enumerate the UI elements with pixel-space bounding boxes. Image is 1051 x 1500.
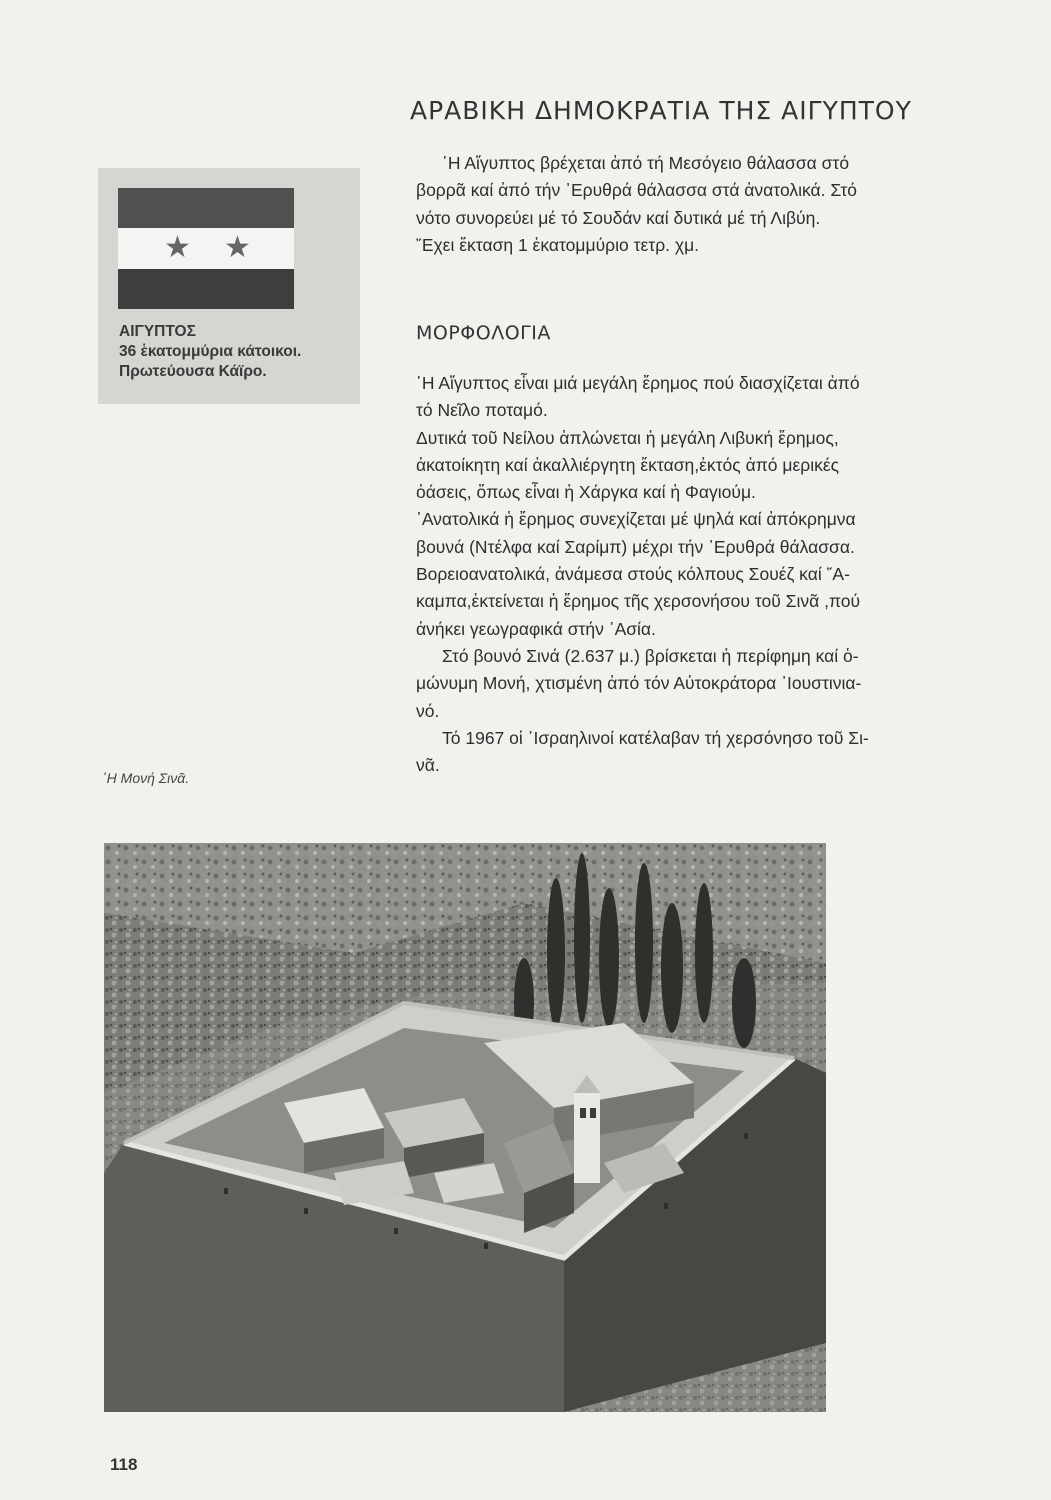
flag-caption [119, 322, 359, 382]
text-line: νό. [416, 700, 440, 721]
text-line: Δυτικά τοῦ Νείλου ἁπλώνεται ἡ μεγάλη Λιβυκή ἔρημος, [416, 427, 839, 448]
flag-info-box [98, 168, 360, 404]
intro-paragraph [416, 150, 1012, 259]
text-line: ἀνήκει γεωγραφικά στήν ᾽Ασία. [416, 618, 656, 639]
text-line: ῾Η Αἴγυπτος εἶναι μιά μεγάλη ἔρημος πού διασχίζεται ἀπό [416, 373, 860, 393]
text-line: τό Νεῖλο ποταμό. [416, 400, 548, 421]
text-line: Τό 1967 οἱ ᾽Ισραηλινοί κατέλαβαν τή χερσόνησο τοῦ Σι- [442, 727, 869, 748]
page-title: ΑΡΑΒΙΚΗ ΔΗΜΟΚΡΑΤΙΑ ΤΗΣ ΑΙΓΥΠΤΟΥ [410, 96, 912, 125]
text-line: Βορειοανατολικά, ἀνάμεσα στούς κόλπους Σουέζ καί ῎Α- [416, 564, 850, 585]
star-icon: ★ [164, 230, 191, 265]
population-text: 36 ἑκατομμύρια κάτοικοι. [119, 343, 302, 360]
text-line: νᾶ. [416, 755, 440, 776]
text-line: νότο συνορεύει μέ τό Σουδάν καί δυτικά μέ τή Λιβύη. [416, 207, 821, 228]
text-line: ᾽Ανατολικά ἡ ἔρημος συνεχίζεται μέ ψηλά καί ἀπόκρημνα [416, 509, 856, 530]
photo-caption: ῾Η Μονή Σινᾶ. [102, 770, 190, 786]
flag-bottom-stripe [118, 269, 294, 309]
text-line: καμπα,ἐκτείνεται ἡ ἔρημος τῆς χερσονήσου τοῦ Σινᾶ ,πού [416, 591, 861, 612]
star-icon: ★ [224, 230, 251, 265]
text-line: ἀκατοίκητη καί ἀκαλλιέργητη ἔκταση,ἐκτός ἀπό μερικές [416, 454, 840, 475]
text-line: Στό βουνό Σινά (2.637 μ.) βρίσκεται ἡ περίφημη καί ὁ- [442, 645, 859, 666]
flag-top-stripe [118, 188, 294, 228]
country-name: ΑΙΓΥΠΤΟΣ [119, 323, 196, 340]
text-line: ῎Εχει ἔκταση 1 ἑκατομμύριο τετρ. χμ. [416, 234, 700, 255]
egypt-flag [118, 188, 294, 309]
text-line: βουνά (Ντέλφα καί Σαρίμπ) μέχρι τήν ᾽Ερυθρά θάλασσα. [416, 536, 855, 557]
text-line: βορρᾶ καί ἀπό τήν ᾽Ερυθρά θάλασσα στά ἀνατολικά. Στό [416, 180, 857, 201]
text-line: ὀάσεις, ὅπως εἶναι ἡ Χάργκα καί ἡ Φαγιούμ. [416, 482, 756, 503]
page-number: 118 [110, 1455, 138, 1474]
flag-middle-stripe [118, 228, 294, 269]
text-line: ῾Η Αἴγυπτος βρέχεται ἀπό τή Μεσόγειο θάλασσα στό [442, 153, 850, 173]
section-heading: ΜΟΡΦΟΛΟΓΙΑ [416, 322, 551, 344]
monastery-photo [104, 843, 826, 1412]
text-line: μώνυμη Μονή, χτισμένη ἀπό τόν Αὐτοκράτορα ᾽Ιουστινια- [416, 673, 862, 694]
capital-text: Πρωτεύουσα Κάϊρο. [119, 363, 267, 380]
morphology-paragraph [416, 370, 1012, 779]
